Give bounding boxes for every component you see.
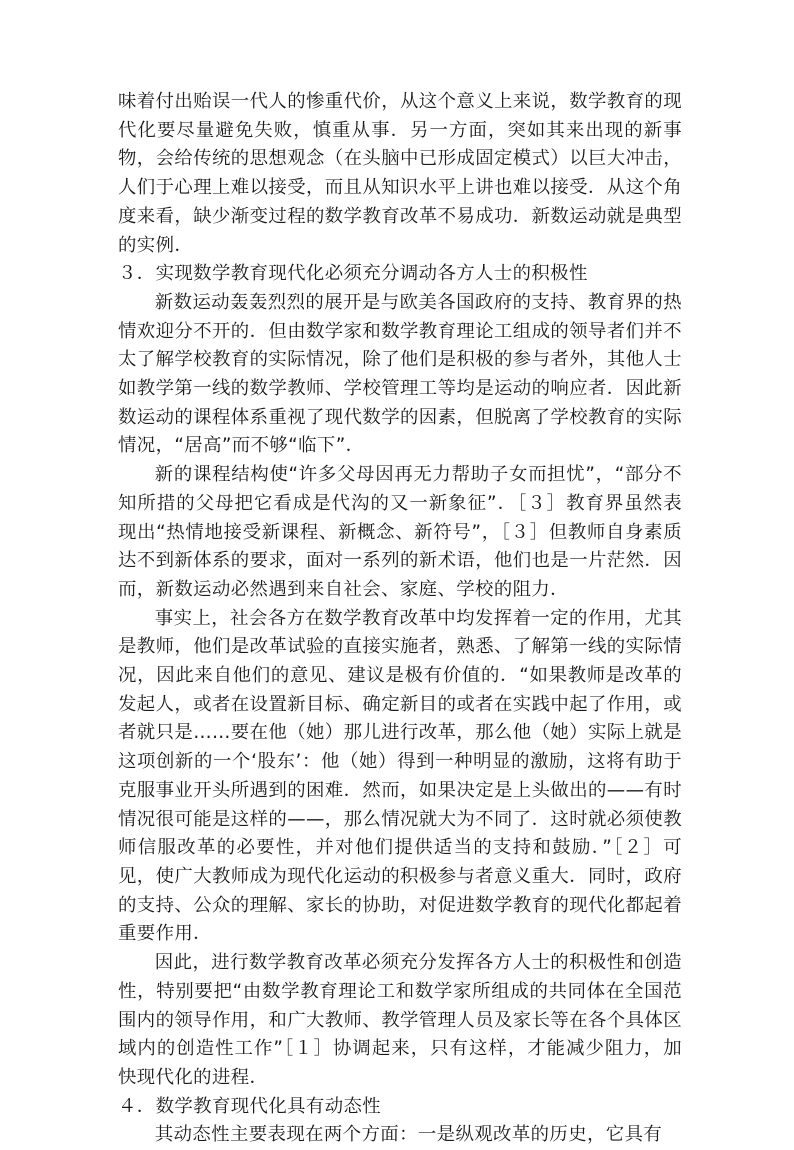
document-body (118, 88, 682, 1150)
paragraph-curriculum-structure: 新的课程结构使“许多父母因再无力帮助子女而担忧”，“部分不知所措的父母把它看成是代沟的又一新象征”．［３］教育界虽然表现出“热情地接受新课程、新概念、新符号”，［３］但教师自身素质达不到新体系的要求，面对一系列的新术语，他们也是一片茫然．因而，新数运动必然遇到来自社会、家庭、学校的阻力． (118, 464, 682, 600)
section-heading-3: ３．实现数学教育现代化必须充分调动各方人士的积极性 (118, 263, 588, 285)
paragraph-new-math-movement: 新数运动轰轰烈烈的展开是与欧美各国政府的支持、教育界的热情欢迎分不开的．但由数学家和数学教育理论工组成的领导者们并不太了解学校教育的实际情况，除了他们是积极的参与者外，其他人士如教学第一线的数学教师、学校管理工等均是运动的响应者．因此新数运动的课程体系重视了现代数学的因素，但脱离了学校教育的实际情况，“居高”而不够“临下”． (118, 291, 682, 457)
paragraph-dynamic: 其动态性主要表现在两个方面：一是纵观改革的历史，它具有 (154, 1124, 663, 1146)
paragraph-teachers-role: 事实上，社会各方在数学教育改革中均发挥着一定的作用，尤其是教师，他们是改革试验的直接实施者，熟悉、了解第一线的实际情况，因此来自他们的意见、建议是极有价值的．“如果教师是改革的发起人，或者在设置新目标、确定新目的或者在实践中起了作用，或者就只是……要在他（她）那儿进行改革，那么他（她）实际上就是这项创新的一个‘股东’：他（她）得到一种明显的激励，这将有助于克服事业开头所遇到的困难．然而，如果决定是上头做出的——有时情况很可能是这样的——，那么情况就大为不同了．这时就必须使教师信服改革的必要性，并对他们提供适当的支持和鼓励．”［２］可见，使广大教师成为现代化运动的积极参与者意义重大．同时，政府的支持、公众的理解、家长的协助，对促进数学教育的现代化都起着重要作用． (118, 607, 682, 945)
paragraph-continued: 味着付出贻误一代人的惨重代价，从这个意义上来说，数学教育的现代化要尽量避免失败，慎重从事．另一方面，突如其来出现的新事物，会给传统的思想观念（在头脑中已形成固定模式）以巨大冲击，人们于心理上难以接受，而且从知识水平上讲也难以接受．从这个角度来看，缺少渐变过程的数学教育改革不易成功．新数运动就是典型的实例． (118, 91, 682, 256)
section-heading-4: ４．数学教育现代化具有动态性 (118, 1095, 382, 1117)
paragraph-conclusion: 因此，进行数学教育改革必须充分发挥各方人士的积极性和创造性，特别要把“由数学教育理论工和数学家所组成的共同体在全国范围内的领导作用，和广大教师、教学管理人员及家长等在各个具体区域内的创造性工作”［１］协调起来，只有这样，才能减少阻力，加快现代化的进程． (118, 952, 682, 1088)
